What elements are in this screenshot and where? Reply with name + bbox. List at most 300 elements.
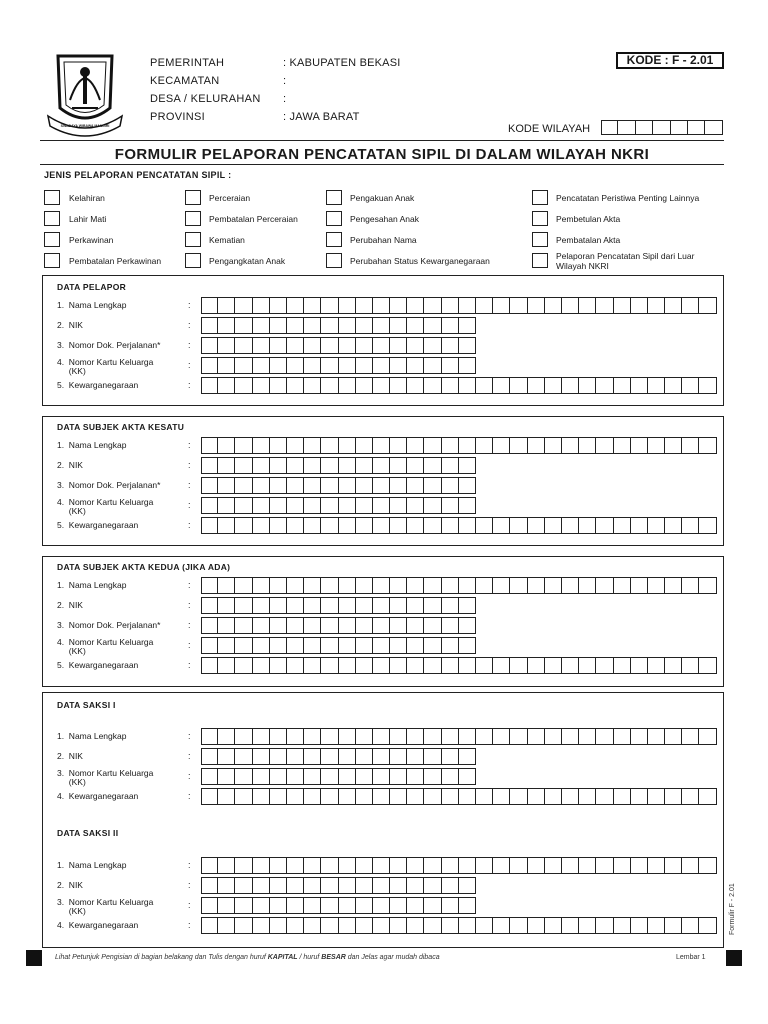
checkbox[interactable] [44, 232, 60, 247]
input-cell[interactable] [339, 877, 356, 894]
checkbox[interactable] [326, 211, 342, 226]
input-cell[interactable] [218, 857, 235, 874]
input-cell[interactable] [253, 377, 270, 394]
input-cell[interactable] [614, 377, 631, 394]
jenis-option[interactable] [185, 187, 298, 208]
input-cell[interactable] [253, 637, 270, 654]
input-cell[interactable] [356, 357, 373, 374]
input-cell[interactable] [407, 457, 424, 474]
input-cell[interactable] [287, 637, 304, 654]
input-cell[interactable] [614, 788, 631, 805]
input-cell[interactable] [459, 857, 476, 874]
input-cell[interactable] [235, 317, 252, 334]
input-cell[interactable] [579, 437, 596, 454]
input-cell[interactable] [424, 857, 441, 874]
input-cell[interactable] [614, 728, 631, 745]
input-cell[interactable] [699, 728, 716, 745]
input-cell[interactable] [528, 788, 545, 805]
input-cell[interactable] [390, 657, 407, 674]
input-cell[interactable] [201, 748, 218, 765]
input-cell[interactable] [424, 337, 441, 354]
input-cell[interactable] [459, 577, 476, 594]
input-cell[interactable] [682, 437, 699, 454]
input-cell[interactable] [339, 577, 356, 594]
jenis-option[interactable] [532, 229, 726, 250]
input-cell[interactable] [424, 897, 441, 914]
input-cell[interactable] [218, 317, 235, 334]
input-cell[interactable] [442, 457, 459, 474]
input-cell[interactable] [321, 597, 338, 614]
input-cell[interactable] [287, 517, 304, 534]
input-cell[interactable] [270, 577, 287, 594]
checkbox[interactable] [326, 232, 342, 247]
input-cell[interactable] [459, 728, 476, 745]
input-cell[interactable] [270, 597, 287, 614]
input-cell[interactable] [356, 657, 373, 674]
input-cell[interactable] [493, 577, 510, 594]
input-cell[interactable] [287, 477, 304, 494]
input-cell[interactable] [424, 437, 441, 454]
input-cell[interactable] [682, 917, 699, 934]
input-cell[interactable] [424, 728, 441, 745]
input-cell[interactable] [545, 297, 562, 314]
jenis-option[interactable] [185, 229, 298, 250]
input-cell[interactable] [510, 917, 527, 934]
input-cell[interactable] [287, 457, 304, 474]
input-cell[interactable] [201, 357, 218, 374]
input-cell[interactable] [682, 788, 699, 805]
input-cell[interactable] [510, 728, 527, 745]
input-cell[interactable] [218, 617, 235, 634]
input-cell[interactable] [407, 768, 424, 785]
input-cell[interactable] [270, 657, 287, 674]
input-cell[interactable] [407, 577, 424, 594]
input-cell[interactable] [218, 517, 235, 534]
input-cell[interactable] [459, 457, 476, 474]
input-cell[interactable] [304, 597, 321, 614]
input-cell[interactable] [562, 917, 579, 934]
input-cell[interactable] [201, 577, 218, 594]
input-cell[interactable] [356, 857, 373, 874]
input-cell[interactable] [235, 637, 252, 654]
input-cell[interactable] [545, 728, 562, 745]
input-cell[interactable] [699, 857, 716, 874]
input-cell[interactable] [699, 788, 716, 805]
input-cell[interactable] [339, 297, 356, 314]
input-cell[interactable] [528, 297, 545, 314]
input-cell[interactable] [304, 748, 321, 765]
input-cell[interactable] [390, 457, 407, 474]
input-cell[interactable] [253, 657, 270, 674]
input-cell[interactable] [218, 437, 235, 454]
input-cell[interactable] [218, 768, 235, 785]
input-cell[interactable] [442, 897, 459, 914]
input-cell[interactable] [648, 297, 665, 314]
input-cell[interactable] [682, 297, 699, 314]
input-cell[interactable] [579, 377, 596, 394]
input-cells[interactable] [201, 617, 476, 634]
input-cell[interactable] [562, 377, 579, 394]
checkbox[interactable] [44, 190, 60, 205]
header-value-desa[interactable]: : [283, 93, 287, 105]
input-cell[interactable] [287, 297, 304, 314]
input-cell[interactable] [304, 657, 321, 674]
input-cell[interactable] [562, 437, 579, 454]
input-cell[interactable] [493, 297, 510, 314]
input-cell[interactable] [287, 877, 304, 894]
input-cell[interactable] [373, 577, 390, 594]
checkbox[interactable] [44, 211, 60, 226]
input-cell[interactable] [270, 917, 287, 934]
input-cell[interactable] [390, 788, 407, 805]
checkbox[interactable] [532, 211, 548, 226]
input-cells[interactable] [201, 897, 476, 914]
input-cell[interactable] [682, 857, 699, 874]
input-cell[interactable] [665, 728, 682, 745]
input-cell[interactable] [648, 377, 665, 394]
input-cell[interactable] [270, 637, 287, 654]
input-cell[interactable] [459, 748, 476, 765]
input-cell[interactable] [407, 517, 424, 534]
checkbox[interactable] [532, 253, 548, 268]
input-cell[interactable] [218, 497, 235, 514]
input-cell[interactable] [528, 917, 545, 934]
input-cell[interactable] [253, 517, 270, 534]
jenis-option[interactable] [326, 250, 490, 271]
header-value-pemerintah[interactable]: : KABUPATEN BEKASI [283, 57, 401, 69]
input-cell[interactable] [339, 728, 356, 745]
input-cell[interactable] [699, 377, 716, 394]
checkbox[interactable] [326, 253, 342, 268]
input-cell[interactable] [339, 337, 356, 354]
input-cell[interactable] [390, 497, 407, 514]
input-cell[interactable] [235, 657, 252, 674]
input-cell[interactable] [459, 597, 476, 614]
input-cell[interactable] [390, 297, 407, 314]
input-cell[interactable] [356, 477, 373, 494]
input-cell[interactable] [287, 497, 304, 514]
kode-wilayah-cell[interactable] [705, 120, 722, 135]
input-cell[interactable] [682, 517, 699, 534]
input-cell[interactable] [424, 577, 441, 594]
input-cell[interactable] [270, 437, 287, 454]
input-cell[interactable] [356, 917, 373, 934]
input-cell[interactable] [356, 337, 373, 354]
input-cell[interactable] [253, 768, 270, 785]
input-cell[interactable] [270, 897, 287, 914]
input-cell[interactable] [648, 788, 665, 805]
input-cell[interactable] [321, 317, 338, 334]
input-cell[interactable] [339, 357, 356, 374]
input-cell[interactable] [270, 337, 287, 354]
input-cell[interactable] [304, 377, 321, 394]
input-cell[interactable] [339, 437, 356, 454]
input-cell[interactable] [424, 877, 441, 894]
input-cell[interactable] [665, 517, 682, 534]
input-cells[interactable] [201, 457, 476, 474]
input-cell[interactable] [304, 917, 321, 934]
input-cell[interactable] [442, 357, 459, 374]
input-cell[interactable] [321, 637, 338, 654]
input-cell[interactable] [493, 377, 510, 394]
input-cell[interactable] [442, 297, 459, 314]
input-cell[interactable] [235, 728, 252, 745]
input-cell[interactable] [476, 657, 493, 674]
input-cell[interactable] [201, 877, 218, 894]
input-cell[interactable] [614, 577, 631, 594]
input-cell[interactable] [321, 617, 338, 634]
input-cell[interactable] [235, 377, 252, 394]
input-cell[interactable] [390, 617, 407, 634]
input-cell[interactable] [562, 788, 579, 805]
input-cell[interactable] [201, 317, 218, 334]
input-cell[interactable] [424, 788, 441, 805]
kode-wilayah-cell[interactable] [653, 120, 670, 135]
input-cell[interactable] [476, 857, 493, 874]
input-cell[interactable] [459, 917, 476, 934]
input-cell[interactable] [339, 857, 356, 874]
input-cell[interactable] [407, 617, 424, 634]
input-cell[interactable] [304, 517, 321, 534]
input-cell[interactable] [201, 377, 218, 394]
input-cell[interactable] [321, 768, 338, 785]
input-cell[interactable] [459, 617, 476, 634]
input-cell[interactable] [459, 788, 476, 805]
input-cell[interactable] [356, 317, 373, 334]
input-cell[interactable] [407, 748, 424, 765]
input-cell[interactable] [253, 497, 270, 514]
input-cell[interactable] [201, 517, 218, 534]
input-cell[interactable] [424, 768, 441, 785]
input-cell[interactable] [614, 517, 631, 534]
input-cell[interactable] [442, 788, 459, 805]
input-cell[interactable] [235, 437, 252, 454]
input-cell[interactable] [699, 917, 716, 934]
input-cell[interactable] [373, 788, 390, 805]
input-cell[interactable] [424, 317, 441, 334]
input-cell[interactable] [442, 317, 459, 334]
input-cell[interactable] [253, 457, 270, 474]
input-cell[interactable] [493, 437, 510, 454]
input-cell[interactable] [424, 617, 441, 634]
input-cell[interactable] [201, 337, 218, 354]
input-cell[interactable] [476, 297, 493, 314]
input-cell[interactable] [356, 788, 373, 805]
input-cell[interactable] [373, 768, 390, 785]
input-cell[interactable] [235, 517, 252, 534]
input-cell[interactable] [373, 917, 390, 934]
input-cell[interactable] [356, 437, 373, 454]
input-cell[interactable] [665, 857, 682, 874]
jenis-option[interactable] [532, 187, 726, 208]
input-cell[interactable] [356, 497, 373, 514]
input-cell[interactable] [682, 728, 699, 745]
kode-wilayah-cell[interactable] [688, 120, 705, 135]
checkbox[interactable] [185, 211, 201, 226]
input-cell[interactable] [631, 377, 648, 394]
input-cell[interactable] [373, 457, 390, 474]
input-cell[interactable] [270, 297, 287, 314]
input-cell[interactable] [270, 748, 287, 765]
input-cell[interactable] [596, 437, 613, 454]
input-cell[interactable] [648, 517, 665, 534]
input-cell[interactable] [373, 517, 390, 534]
input-cell[interactable] [665, 297, 682, 314]
input-cell[interactable] [596, 788, 613, 805]
input-cell[interactable] [304, 877, 321, 894]
input-cell[interactable] [459, 437, 476, 454]
checkbox[interactable] [532, 232, 548, 247]
input-cell[interactable] [407, 377, 424, 394]
input-cell[interactable] [596, 857, 613, 874]
input-cell[interactable] [424, 637, 441, 654]
input-cell[interactable] [321, 437, 338, 454]
input-cell[interactable] [390, 437, 407, 454]
input-cell[interactable] [528, 657, 545, 674]
input-cell[interactable] [545, 437, 562, 454]
input-cell[interactable] [407, 857, 424, 874]
input-cell[interactable] [424, 657, 441, 674]
input-cell[interactable] [407, 877, 424, 894]
jenis-option[interactable] [326, 208, 490, 229]
input-cell[interactable] [459, 637, 476, 654]
input-cell[interactable] [459, 477, 476, 494]
input-cell[interactable] [407, 317, 424, 334]
input-cell[interactable] [304, 477, 321, 494]
input-cell[interactable] [407, 897, 424, 914]
input-cell[interactable] [321, 917, 338, 934]
input-cell[interactable] [545, 917, 562, 934]
input-cells[interactable] [201, 597, 476, 614]
jenis-option[interactable] [44, 250, 161, 271]
input-cell[interactable] [235, 788, 252, 805]
input-cells[interactable] [201, 517, 717, 534]
input-cell[interactable] [545, 857, 562, 874]
input-cell[interactable] [493, 657, 510, 674]
input-cell[interactable] [424, 477, 441, 494]
input-cell[interactable] [390, 768, 407, 785]
input-cell[interactable] [356, 377, 373, 394]
input-cell[interactable] [390, 877, 407, 894]
input-cells[interactable] [201, 317, 476, 334]
input-cell[interactable] [579, 728, 596, 745]
input-cell[interactable] [304, 857, 321, 874]
input-cell[interactable] [321, 497, 338, 514]
input-cell[interactable] [270, 788, 287, 805]
input-cell[interactable] [218, 917, 235, 934]
input-cell[interactable] [699, 437, 716, 454]
input-cell[interactable] [699, 657, 716, 674]
input-cell[interactable] [631, 657, 648, 674]
input-cell[interactable] [287, 357, 304, 374]
input-cell[interactable] [235, 577, 252, 594]
input-cell[interactable] [235, 877, 252, 894]
input-cell[interactable] [373, 637, 390, 654]
input-cell[interactable] [321, 477, 338, 494]
input-cell[interactable] [270, 357, 287, 374]
input-cell[interactable] [321, 897, 338, 914]
input-cell[interactable] [304, 897, 321, 914]
input-cell[interactable] [339, 617, 356, 634]
input-cell[interactable] [304, 317, 321, 334]
input-cell[interactable] [287, 617, 304, 634]
input-cell[interactable] [339, 377, 356, 394]
checkbox[interactable] [532, 190, 548, 205]
input-cell[interactable] [614, 857, 631, 874]
input-cell[interactable] [304, 297, 321, 314]
input-cell[interactable] [373, 728, 390, 745]
input-cells[interactable] [201, 728, 717, 745]
input-cell[interactable] [235, 617, 252, 634]
input-cell[interactable] [545, 657, 562, 674]
input-cell[interactable] [614, 657, 631, 674]
input-cell[interactable] [545, 577, 562, 594]
input-cell[interactable] [287, 917, 304, 934]
input-cell[interactable] [270, 877, 287, 894]
input-cell[interactable] [287, 748, 304, 765]
input-cell[interactable] [510, 297, 527, 314]
input-cell[interactable] [545, 788, 562, 805]
input-cell[interactable] [287, 788, 304, 805]
input-cell[interactable] [253, 917, 270, 934]
input-cell[interactable] [304, 617, 321, 634]
input-cell[interactable] [218, 337, 235, 354]
input-cell[interactable] [253, 337, 270, 354]
input-cell[interactable] [356, 457, 373, 474]
input-cell[interactable] [253, 748, 270, 765]
input-cell[interactable] [545, 517, 562, 534]
input-cell[interactable] [270, 497, 287, 514]
input-cell[interactable] [356, 517, 373, 534]
input-cell[interactable] [201, 597, 218, 614]
input-cell[interactable] [390, 857, 407, 874]
input-cells[interactable] [201, 357, 476, 374]
input-cell[interactable] [390, 577, 407, 594]
input-cell[interactable] [562, 857, 579, 874]
jenis-option[interactable] [326, 229, 490, 250]
input-cell[interactable] [321, 297, 338, 314]
checkbox[interactable] [185, 190, 201, 205]
input-cell[interactable] [270, 857, 287, 874]
input-cell[interactable] [339, 748, 356, 765]
input-cell[interactable] [476, 728, 493, 745]
input-cell[interactable] [682, 377, 699, 394]
input-cell[interactable] [287, 577, 304, 594]
input-cell[interactable] [510, 437, 527, 454]
input-cell[interactable] [562, 728, 579, 745]
input-cell[interactable] [373, 748, 390, 765]
input-cell[interactable] [596, 577, 613, 594]
input-cell[interactable] [459, 377, 476, 394]
input-cells[interactable] [201, 497, 476, 514]
input-cell[interactable] [287, 728, 304, 745]
input-cell[interactable] [270, 477, 287, 494]
input-cell[interactable] [699, 577, 716, 594]
jenis-option[interactable] [185, 208, 298, 229]
input-cell[interactable] [390, 917, 407, 934]
input-cell[interactable] [201, 297, 218, 314]
input-cell[interactable] [321, 857, 338, 874]
input-cell[interactable] [442, 497, 459, 514]
input-cell[interactable] [356, 597, 373, 614]
input-cell[interactable] [579, 517, 596, 534]
input-cell[interactable] [304, 457, 321, 474]
input-cell[interactable] [253, 477, 270, 494]
input-cell[interactable] [201, 768, 218, 785]
input-cell[interactable] [339, 788, 356, 805]
input-cell[interactable] [424, 377, 441, 394]
input-cell[interactable] [510, 788, 527, 805]
